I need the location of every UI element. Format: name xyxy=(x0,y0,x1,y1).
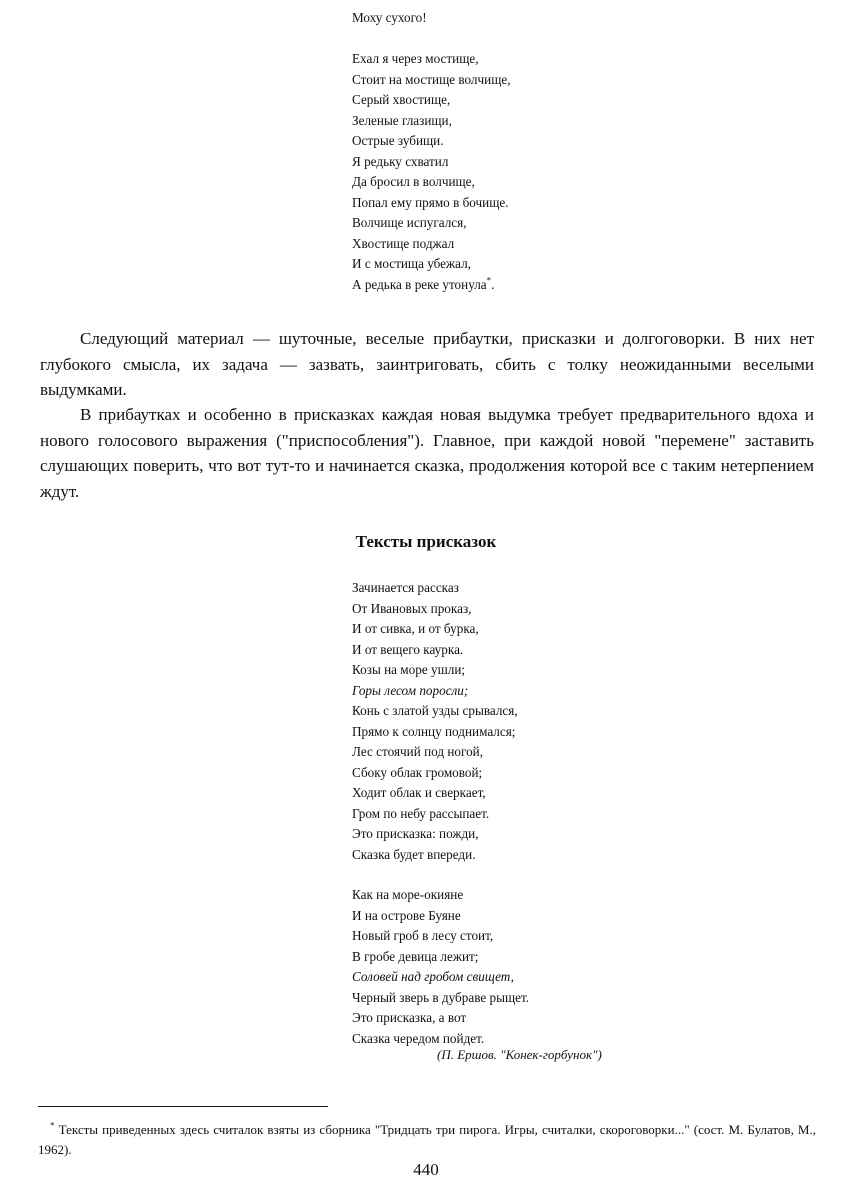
poem-line: Новый гроб в лесу стоит, xyxy=(352,928,494,943)
paragraph-text: Следующий материал — шуточные, веселые прибаутки, присказки и долгоговорки. В них нет глубокого смысла, их задача — зазвать, заинтриговать, сбить с толку неожиданными веселыми выдумками. xyxy=(40,329,814,399)
footnote-marker: * xyxy=(50,1120,55,1131)
poem-line: Стоит на мостище волчище, xyxy=(352,71,511,87)
poem-line: Острые зубищи. xyxy=(352,133,444,148)
poem-line: Гром по небу рассыпает. xyxy=(352,805,490,821)
poem-line: Ехал я через мостище, xyxy=(352,51,479,66)
footnote-text: Тексты приведенных здесь считалок взяты из сборника "Тридцать три пирога. Игры, считалки, скороговорки..." (сост. М. Булатов, М., 1962). xyxy=(38,1122,816,1157)
poem-last-line xyxy=(352,275,511,296)
poem-line: Сказка будет впереди. xyxy=(352,846,476,862)
poem-line: Ходит облак и сверкает, xyxy=(352,785,486,800)
poem-line: Я редьку схватил xyxy=(352,153,449,169)
poem-line: Хвостище поджал xyxy=(352,235,455,251)
poem-line: И от вещего каурка. xyxy=(352,641,464,657)
poem-line-punctuation: . xyxy=(491,276,495,292)
poem-line: Попал ему прямо в бочище. xyxy=(352,194,509,210)
section-heading: Тексты присказок xyxy=(355,532,497,551)
prose-paragraph-2 xyxy=(40,402,814,504)
poem-line: Это присказка, а вот xyxy=(352,1010,467,1025)
poem-line: Прямо к солнцу поднимался; xyxy=(352,723,516,739)
poem-line: Зеленые глазищи, xyxy=(352,112,452,128)
poem-top xyxy=(352,8,511,295)
poem-line: В гробе девица лежит; xyxy=(352,948,479,964)
poem-line: Как на море-окияне xyxy=(352,887,464,902)
poem-line: Это присказка: пожди, xyxy=(352,826,479,841)
poem-line: Сбоку облак громовой; xyxy=(352,764,483,780)
footnote xyxy=(38,1120,816,1159)
poem-line: Серый хвостище, xyxy=(352,92,451,107)
poem-prisazka-2 xyxy=(352,885,529,1049)
poem-line: Черный зверь в дубраве рыщет. xyxy=(352,989,530,1005)
poem-line: Лес стоячий под ногой, xyxy=(352,744,484,759)
prose-paragraph-1 xyxy=(40,326,814,403)
poem-line: И с мостища убежал, xyxy=(352,256,471,271)
poem-line: Сказка чередом пойдет. xyxy=(352,1030,485,1046)
poem-stanza-gap xyxy=(352,29,511,50)
poem-line: Волчище испугался, xyxy=(352,215,467,230)
footnote-marker: * xyxy=(486,275,492,286)
poem-line: Конь с златой узды срывался, xyxy=(352,703,518,718)
poem-line-text: А редька в реке утонула xyxy=(352,276,487,292)
poem-line: От Ивановых проказ, xyxy=(352,600,472,616)
poem-line: Козы на море ушли; xyxy=(352,662,466,677)
paragraph-text: В прибаутках и особенно в присказках каждая новая выдумка требует предварительного вдоха и нового голосового выражения ("приспособления"). Главное, при каждой новой "перемене" заставить слушающих поверить, что вот тут-то и начинается сказка, продолжения которой все с таким нетерпением ждут. xyxy=(40,405,814,501)
poem-line: И от сивка, и от бурка, xyxy=(352,621,479,636)
poem-line: Зачинается рассказ xyxy=(352,580,459,595)
poem-line: Горы лесом поросли; xyxy=(352,682,469,698)
poem-line: И на острове Буяне xyxy=(352,907,461,923)
poem-line: Моху сухого! xyxy=(352,10,427,25)
poem-line: Соловей над гробом свищет, xyxy=(352,969,514,984)
footnote-divider xyxy=(38,1106,328,1107)
page-number: 440 xyxy=(413,1160,439,1179)
poem-prisazka-1 xyxy=(352,578,518,865)
poem-attribution: (П. Ершов. "Конек-горбунок") xyxy=(437,1047,602,1062)
poem-line: Да бросил в волчище, xyxy=(352,174,475,189)
